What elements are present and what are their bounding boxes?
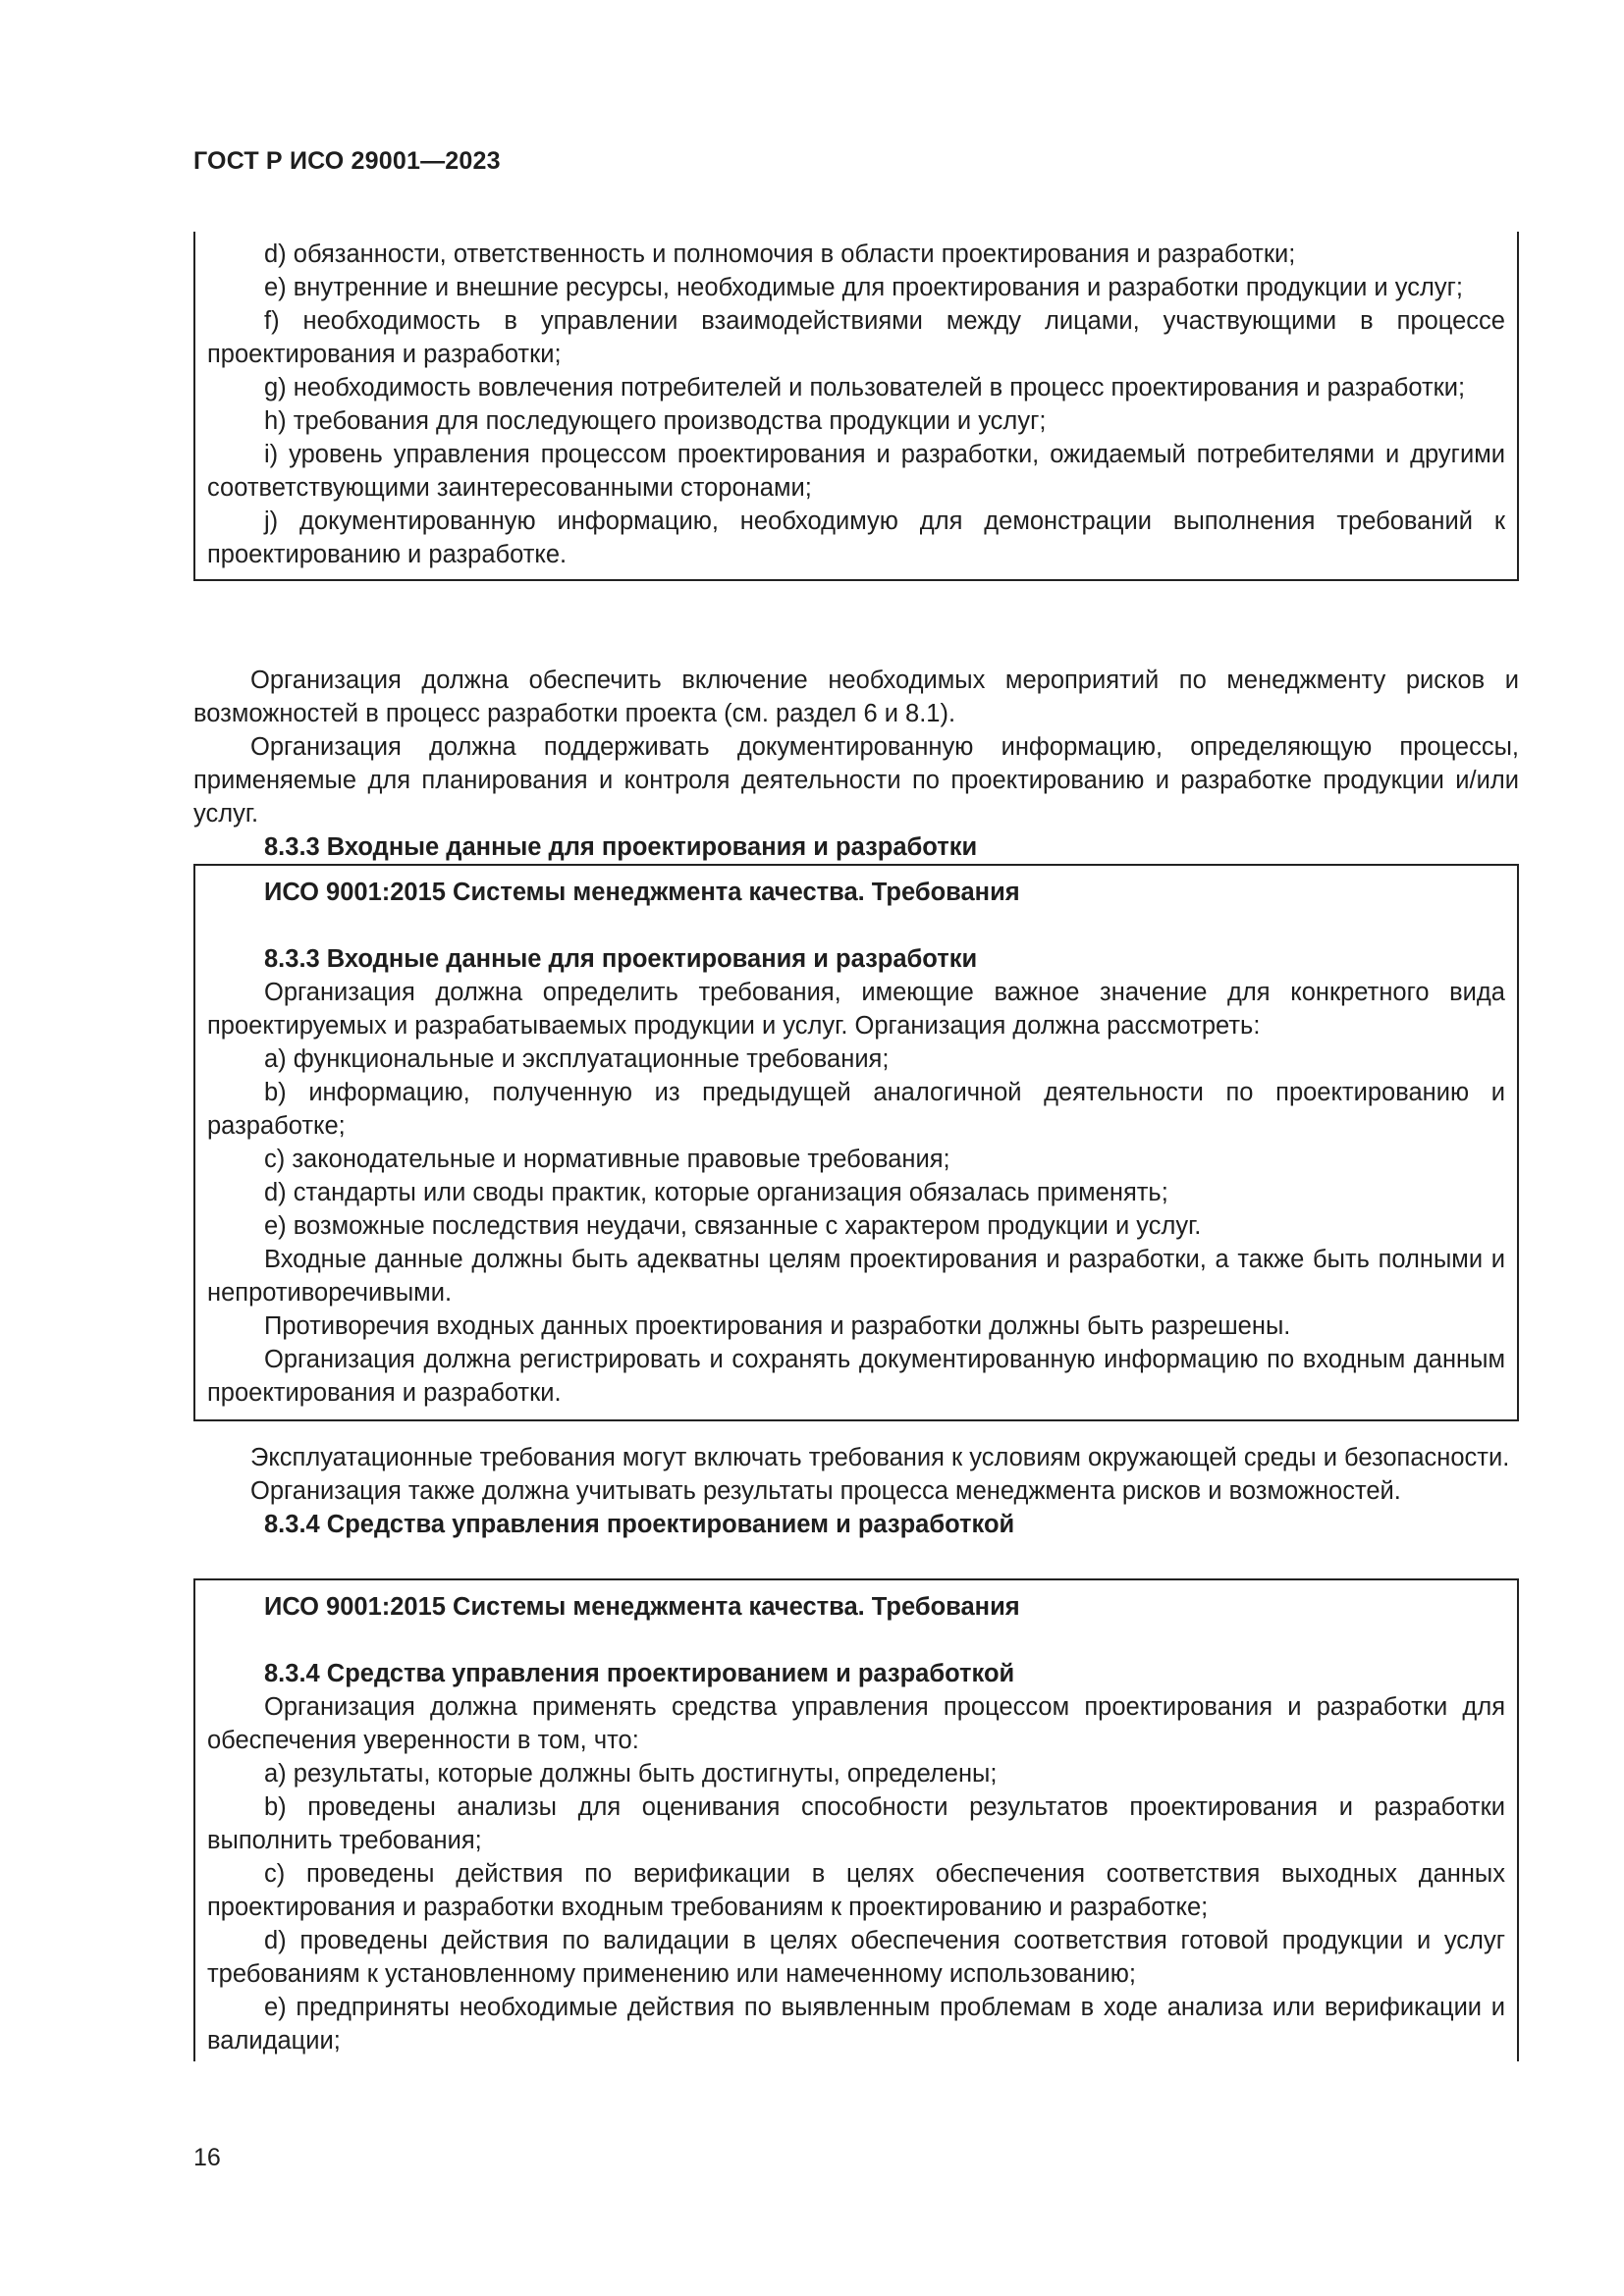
box-title: ИСО 9001:2015 Системы менеджмента качества. Требования	[264, 1593, 1020, 1621]
box-line: Противоречия входных данных проектирования и разработки должны быть разрешены.	[264, 1312, 1291, 1340]
box-line: b) информацию, полученную из предыдущей аналогичной деятельности по проектированию и разработке;	[207, 1079, 1505, 1140]
box-title: ИСО 9001:2015 Системы менеджмента качества. Требования	[264, 879, 1020, 906]
box-line: Организация должна определить требования, имеющие важное значение для конкретного вида проектируемых и разрабатываемых продукции и услуг. Организация должна рассмотреть:	[207, 979, 1505, 1040]
section-heading-8-3-3: 8.3.3 Входные данные для проектирования и разработки	[264, 833, 978, 861]
box-line: b) проведены анализы для оценивания способности результатов проектирования и разработки выполнить требования;	[207, 1793, 1505, 1854]
box-line: Входные данные должны быть адекватны целям проектирования и разработки, а также быть полными и непротиворечивыми.	[207, 1246, 1505, 1307]
box-line: Организация должна регистрировать и сохранять документированную информацию по входным данным проектирования и разработки.	[207, 1346, 1505, 1407]
quote-box-continued	[193, 232, 1519, 581]
body-text-block-1	[193, 664, 1519, 864]
box-heading: 8.3.3 Входные данные для проектирования и разработки	[264, 945, 978, 973]
list-item: d) обязанности, ответственность и полномочия в области проектирования и разработки;	[264, 240, 1296, 268]
box-line: c) проведены действия по верификации в целях обеспечения соответствия выходных данных проектирования и разработки входным требованиям к проектированию и разработке;	[207, 1860, 1505, 1921]
list-item: h) требования для последующего производства продукции и услуг;	[264, 407, 1047, 435]
list-item: i) уровень управления процессом проектирования и разработки, ожидаемый потребителями и другими соответствующими заинтересованными сторонами;	[207, 441, 1505, 502]
section-heading-8-3-4: 8.3.4 Средства управления проектированием и разработкой	[264, 1511, 1015, 1538]
box-line: d) стандарты или своды практик, которые организация обязалась применять;	[264, 1179, 1168, 1206]
list-item: j) документированную информацию, необходимую для демонстрации выполнения требований к проектированию и разработке.	[207, 507, 1505, 568]
box-line: d) проведены действия по валидации в целях обеспечения соответствия готовой продукции и услуг требованиям к установленному применению или намеченному использованию;	[207, 1927, 1505, 1988]
box-line: c) законодательные и нормативные правовые требования;	[264, 1146, 950, 1173]
box-line: e) возможные последствия неудачи, связанные с характером продукции и услуг.	[264, 1212, 1202, 1240]
paragraph: Организация также должна учитывать результаты процесса менеджмента рисков и возможностей.	[250, 1477, 1401, 1505]
box-line: Организация должна применять средства управления процессом проектирования и разработки для обеспечения уверенности в том, что:	[207, 1693, 1505, 1754]
box-heading: 8.3.4 Средства управления проектированием и разработкой	[264, 1660, 1015, 1687]
page-number: 16	[193, 2144, 221, 2171]
box-line: a) результаты, которые должны быть достигнуты, определены;	[264, 1760, 998, 1788]
box-line: e) предприняты необходимые действия по выявленным проблемам в ходе анализа или верификации и валидации;	[207, 1994, 1505, 2055]
list-item: e) внутренние и внешние ресурсы, необходимые для проектирования и разработки продукции и услуг;	[264, 274, 1463, 301]
paragraph: Эксплуатационные требования могут включать требования к условиям окружающей среды и безопасности.	[250, 1444, 1510, 1471]
list-item: f) необходимость в управлении взаимодействиями между лицами, участвующими в процессе проектирования и разработки;	[207, 307, 1505, 368]
quote-box-iso9001-8-3-4	[193, 1578, 1519, 2061]
quote-box-iso9001-8-3-3	[193, 864, 1519, 1421]
box-line: a) функциональные и эксплуатационные требования;	[264, 1045, 890, 1073]
paragraph: Организация должна обеспечить включение необходимых мероприятий по менеджменту рисков и возможностей в процесс разработки проекта (см. раздел 6 и 8.1).	[193, 667, 1519, 727]
paragraph: Организация должна поддерживать документированную информацию, определяющую процессы, применяемые для планирования и контроля деятельности по проектированию и разработке продукции и/или услуг.	[193, 733, 1519, 828]
page-header: ГОСТ Р ИСО 29001—2023	[193, 147, 501, 175]
list-item: g) необходимость вовлечения потребителей и пользователей в процесс проектирования и разработки;	[264, 374, 1466, 401]
body-text-block-2	[193, 1441, 1519, 1541]
